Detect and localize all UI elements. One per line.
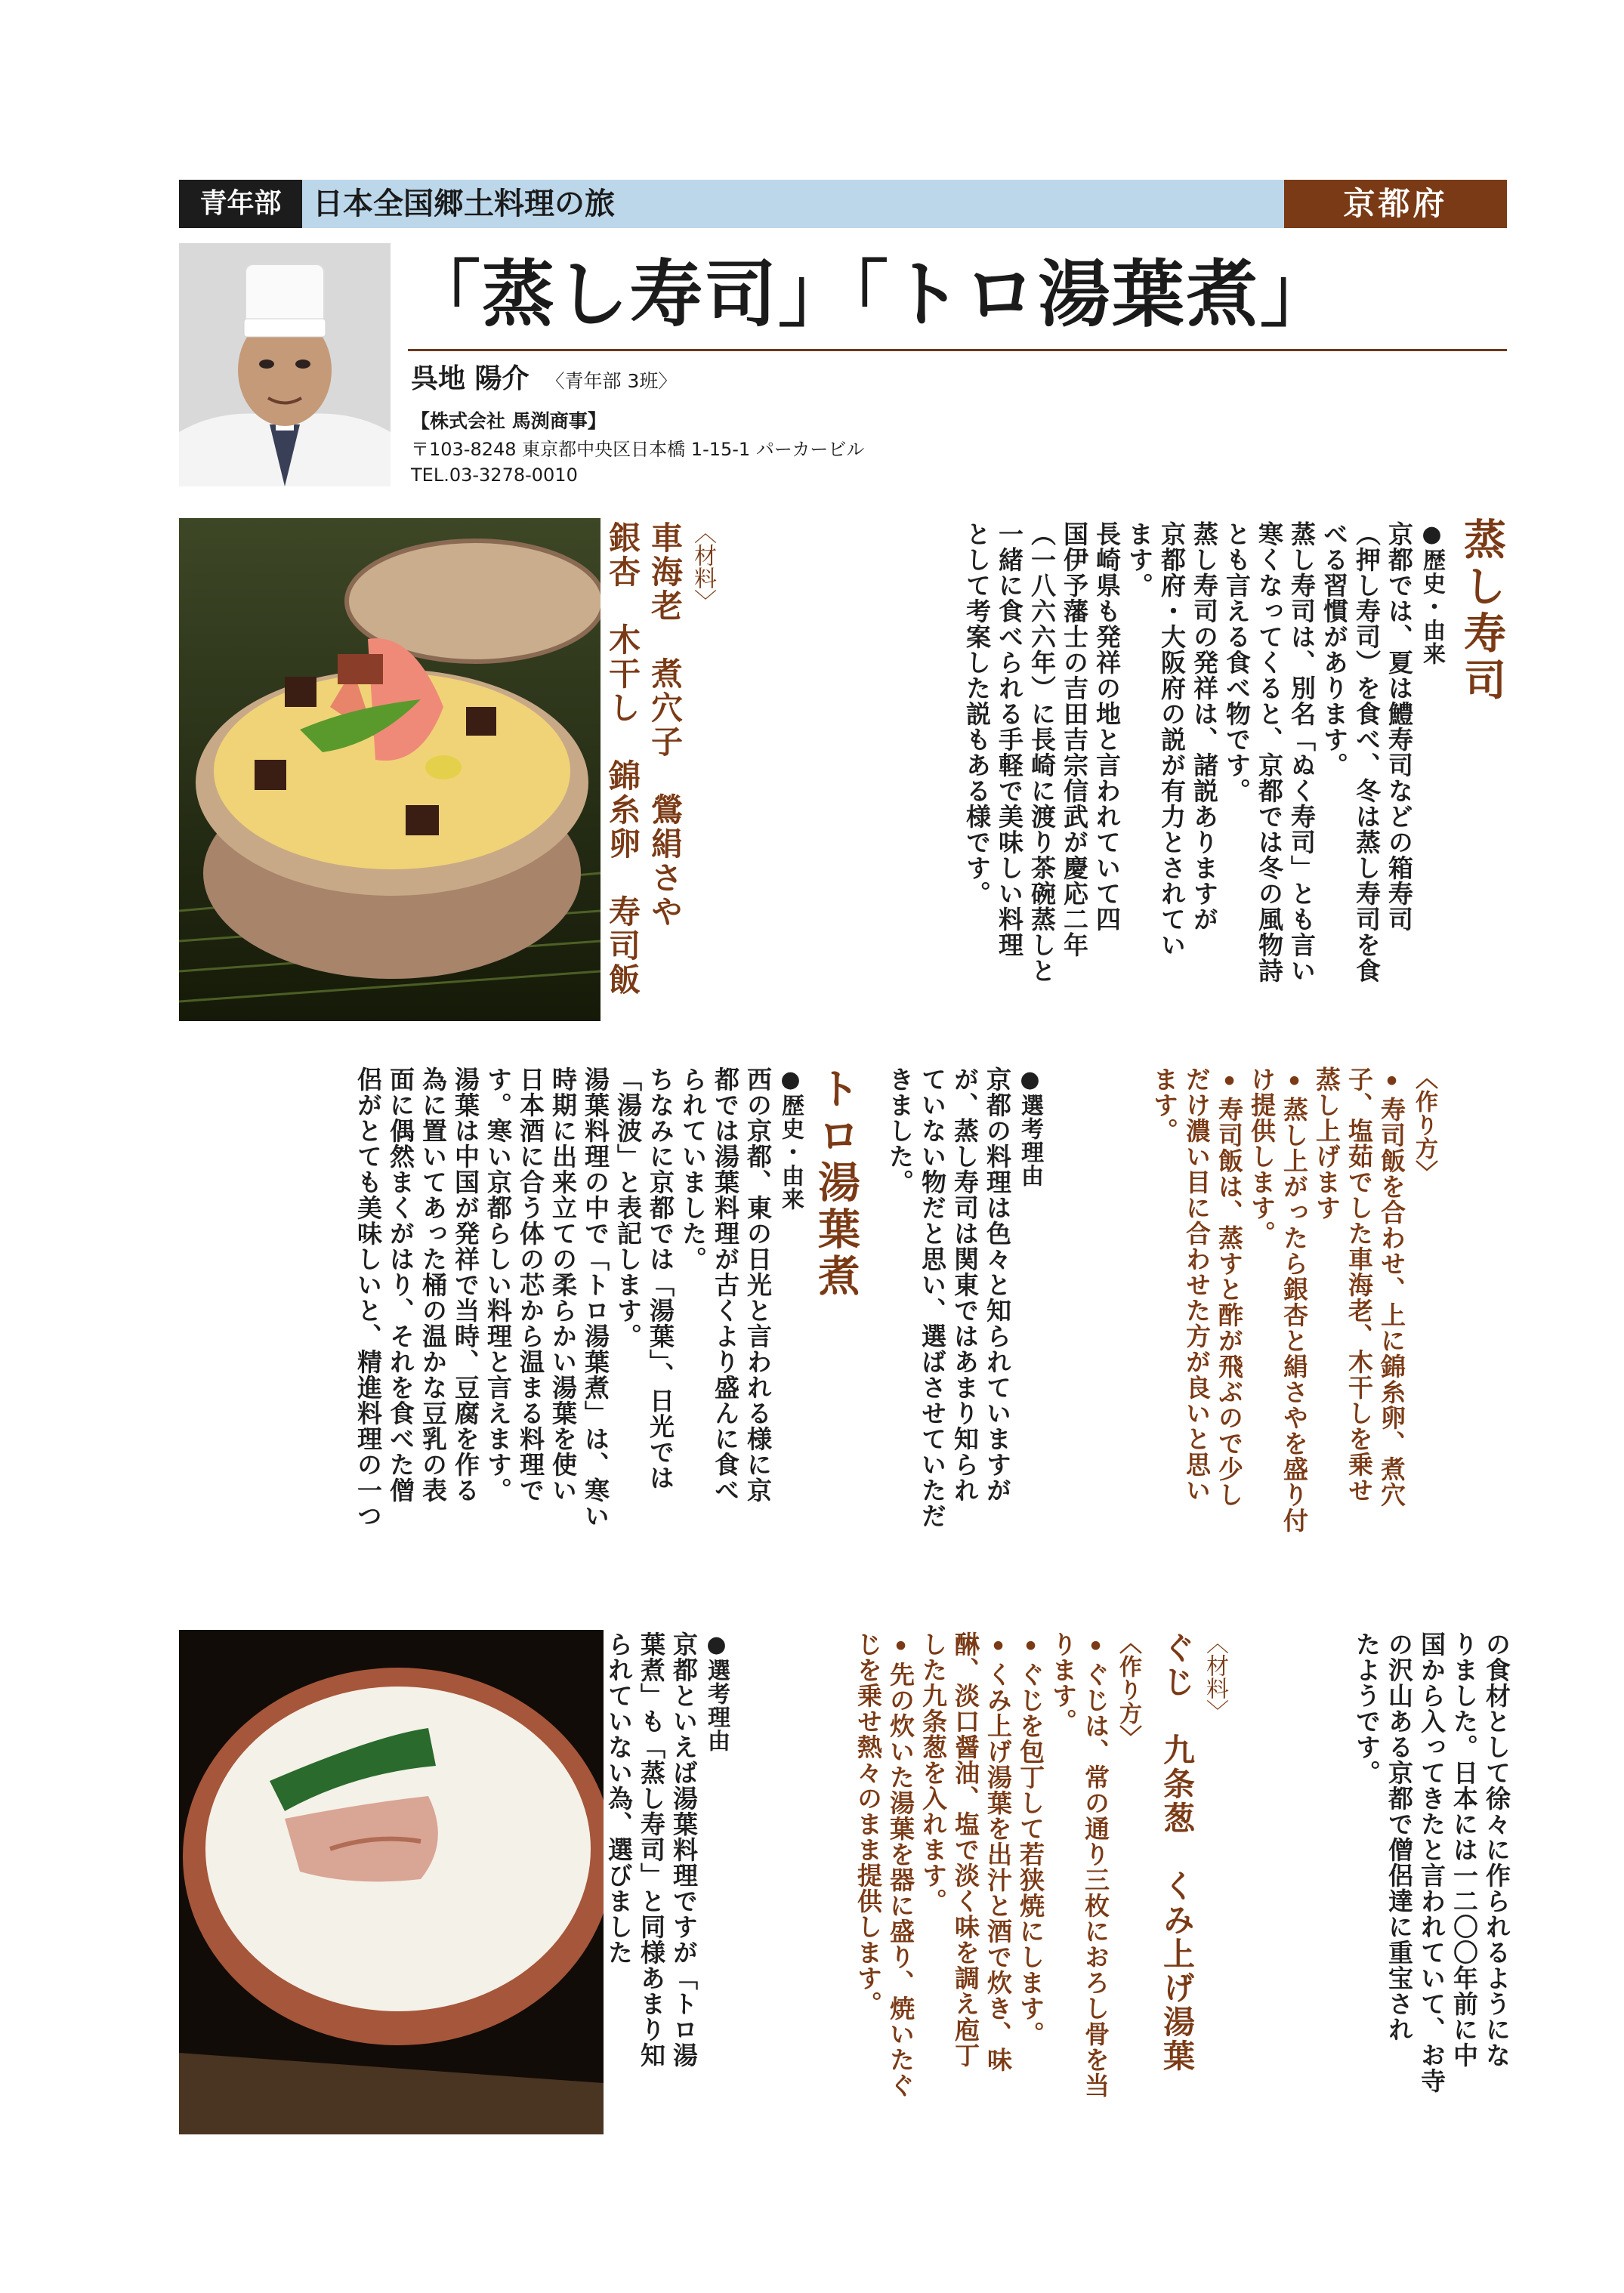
section2-materials xyxy=(1156,1631,1231,2073)
text-line: の食材として徐々に作られるようにな xyxy=(1482,1631,1511,2068)
section2-method xyxy=(852,1631,1144,2160)
text-line: け提供します。 xyxy=(1247,1066,1277,1246)
section1-history xyxy=(961,521,1448,1020)
text-line: •くみ上げ湯葉を出汁と酒で炊き、味 xyxy=(983,1631,1013,2072)
text-line: 葉煮」も「蒸し寿司」と同様あまり知 xyxy=(637,1631,666,2068)
text-line: （押し寿司）を食べ、冬は蒸し寿司を食 xyxy=(1352,521,1382,983)
text-line: 蒸し寿司は、別名「ぬく寿司」とも言い xyxy=(1287,521,1317,983)
text-line: •寿司飯を合わせ、上に錦糸卵、煮穴 xyxy=(1377,1066,1406,1508)
text-line: 為に置いてあった桶の温かな豆乳の表 xyxy=(418,1066,448,1503)
text-line: した九条葱を入れます。 xyxy=(919,1631,948,1914)
text-line: •先の炊いた湯葉を器に盛り、焼いたぐ xyxy=(886,1631,915,2098)
text-line: 子、塩茹でした車海老、木干しを乗せ xyxy=(1345,1066,1374,1503)
text-line: 国伊予藩士の吉田吉宗信武が慶応二年 xyxy=(1060,521,1089,958)
text-line: りました。日本には一二〇〇年前に中 xyxy=(1450,1631,1479,2068)
text-line: 一緒に食べられる手軽で美味しい料理 xyxy=(995,521,1024,958)
text-line: たようです。 xyxy=(1352,1631,1382,1785)
text-line: ちなみに京都では「湯葉」、日光では xyxy=(646,1066,675,1491)
text-line: ます。 xyxy=(1150,1066,1179,1143)
text-line: •ぐじを包丁して若狭焼にします。 xyxy=(1016,1631,1045,2047)
text-line: 京都では、夏は鱧寿司などの箱寿司 xyxy=(1385,521,1414,932)
history-label: ●歴史・由来 xyxy=(777,1066,804,1211)
section1-reason xyxy=(884,1066,1046,1595)
text-line: られていない為、選びました xyxy=(604,1631,634,1965)
method-label: 〈作り方〉 xyxy=(1411,1066,1437,1184)
text-line: 国から入ってきたと言われていて、お寺 xyxy=(1417,1631,1446,2094)
text-line: 京都といえば湯葉料理ですが「トロ湯 xyxy=(669,1631,699,2068)
materials-line: ぐじ 九条葱 くみ上げ湯葉 xyxy=(1159,1631,1196,2073)
text-line: られていました。 xyxy=(678,1066,708,1272)
section1-materials xyxy=(601,521,719,997)
reason-label: ●選考理由 xyxy=(1017,1066,1043,1187)
text-line: きました。 xyxy=(885,1066,915,1195)
text-line: •寿司飯は、蒸すと酢が飛ぶので少し xyxy=(1215,1066,1244,1508)
page-title: 「蒸し寿司」「トロ湯葉煮」 xyxy=(408,252,1334,337)
text-line: じを乗せ熱々のまま提供します。 xyxy=(854,1631,883,2017)
author-name: 呉地 陽介 xyxy=(411,363,529,394)
text-line: 日本酒に合う体の芯から温まる料理で xyxy=(516,1066,545,1503)
steamed-sushi-photo xyxy=(179,518,601,1021)
text-line: の沢山ある京都で僧侶達に重宝され xyxy=(1385,1631,1414,2042)
series-title: 日本全国郷土料理の旅 xyxy=(313,187,615,221)
section1-method xyxy=(1148,1066,1440,1595)
author-company: 【株式会社 馬渕商事】 xyxy=(411,410,607,432)
text-line: とも言える食べ物です。 xyxy=(1222,521,1252,804)
text-line: 寒くなってくると、京都では冬の風物詩 xyxy=(1255,521,1284,983)
dept-badge: 青年部 xyxy=(179,180,302,228)
author-address: 〒103-8248 東京都中央区日本橋 1-15-1 パーカービル xyxy=(411,439,865,460)
text-line: 蒸し上げます xyxy=(1312,1066,1341,1221)
text-line: べる習慣があります。 xyxy=(1320,521,1349,778)
text-line: ます。 xyxy=(1125,521,1154,598)
method-label: 〈作り方〉 xyxy=(1115,1631,1141,1748)
text-line: 侶がとても美味しいと、精進料理の一つ xyxy=(354,1066,383,1529)
materials-line: 銀杏 木干し 錦糸卵 寿司飯 xyxy=(604,521,641,997)
text-line: ていない物だと思い、選ばさせていただ xyxy=(918,1066,947,1529)
title-rule xyxy=(408,349,1507,351)
section2-history-b xyxy=(1351,1631,1513,2160)
text-line: 湯葉は中国が発祥で当時、豆腐を作る xyxy=(451,1066,480,1503)
section1-heading: 蒸し寿司 xyxy=(1457,517,1506,705)
materials-label: 〈材料〉 xyxy=(690,521,716,612)
prefecture-badge: 京都府 xyxy=(1284,180,1507,228)
text-line: だけ濃い目に合わせた方が良いと思い xyxy=(1182,1066,1212,1503)
text-line: •ぐじは、常の通り三枚におろし骨を当 xyxy=(1081,1631,1110,2098)
text-line: ります。 xyxy=(1048,1631,1078,1734)
history-label: ●歴史・由来 xyxy=(1419,521,1445,665)
section2-heading: トロ湯葉煮 xyxy=(811,1066,860,1301)
text-line: 湯葉料理の中で「トロ湯葉煮」は、寒い xyxy=(581,1066,610,1529)
text-line: 京都の料理は色々と知られていますが xyxy=(983,1066,1012,1503)
chef-portrait xyxy=(179,243,391,486)
author-line xyxy=(411,361,677,400)
text-line: （一八六六年）に長崎に渡り茶碗蒸しと xyxy=(1027,521,1057,983)
author-tel: TEL.03-3278-0010 xyxy=(411,464,578,486)
text-line: 面に偶然まくがはり、それを食べた僧 xyxy=(386,1066,415,1503)
text-line: 西の京都、東の日光と言われる様に京 xyxy=(743,1066,773,1503)
toro-yuba-ni-photo xyxy=(179,1630,604,2134)
materials-label: 〈材料〉 xyxy=(1202,1631,1228,1722)
text-line: 蒸し寿司の発祥は、諸説ありますが xyxy=(1190,521,1219,932)
text-line: 醂、淡口醤油、塩で淡く味を調え庖丁 xyxy=(951,1631,980,2068)
reason-label: ●選考理由 xyxy=(703,1631,730,1752)
text-line: す。寒い京都らしい料理と言えます。 xyxy=(483,1066,513,1503)
text-line: が、蒸し寿司は関東ではあまり知られ xyxy=(950,1066,980,1503)
author-group: 〈青年部 3班〉 xyxy=(545,370,678,392)
section2-reason xyxy=(603,1631,733,2160)
text-line: 都では湯葉料理が古くより盛んに食べ xyxy=(711,1066,740,1503)
text-line: 時期に出来立ての柔らかい湯葉を使い xyxy=(548,1066,578,1503)
text-line: 京都府・大阪府の説が有力とされてい xyxy=(1157,521,1187,958)
text-line: として考案した説もある様です。 xyxy=(962,521,992,906)
text-line: 長崎県も発祥の地と言われていて四 xyxy=(1092,521,1122,932)
text-line: 「湯波」と表記します。 xyxy=(613,1066,643,1349)
section2-history-a xyxy=(352,1066,807,1595)
materials-line: 車海老 煮穴子 鶯絹さや xyxy=(647,521,684,929)
text-line: •蒸し上がったら銀杏と絹さやを盛り付 xyxy=(1280,1066,1309,1533)
